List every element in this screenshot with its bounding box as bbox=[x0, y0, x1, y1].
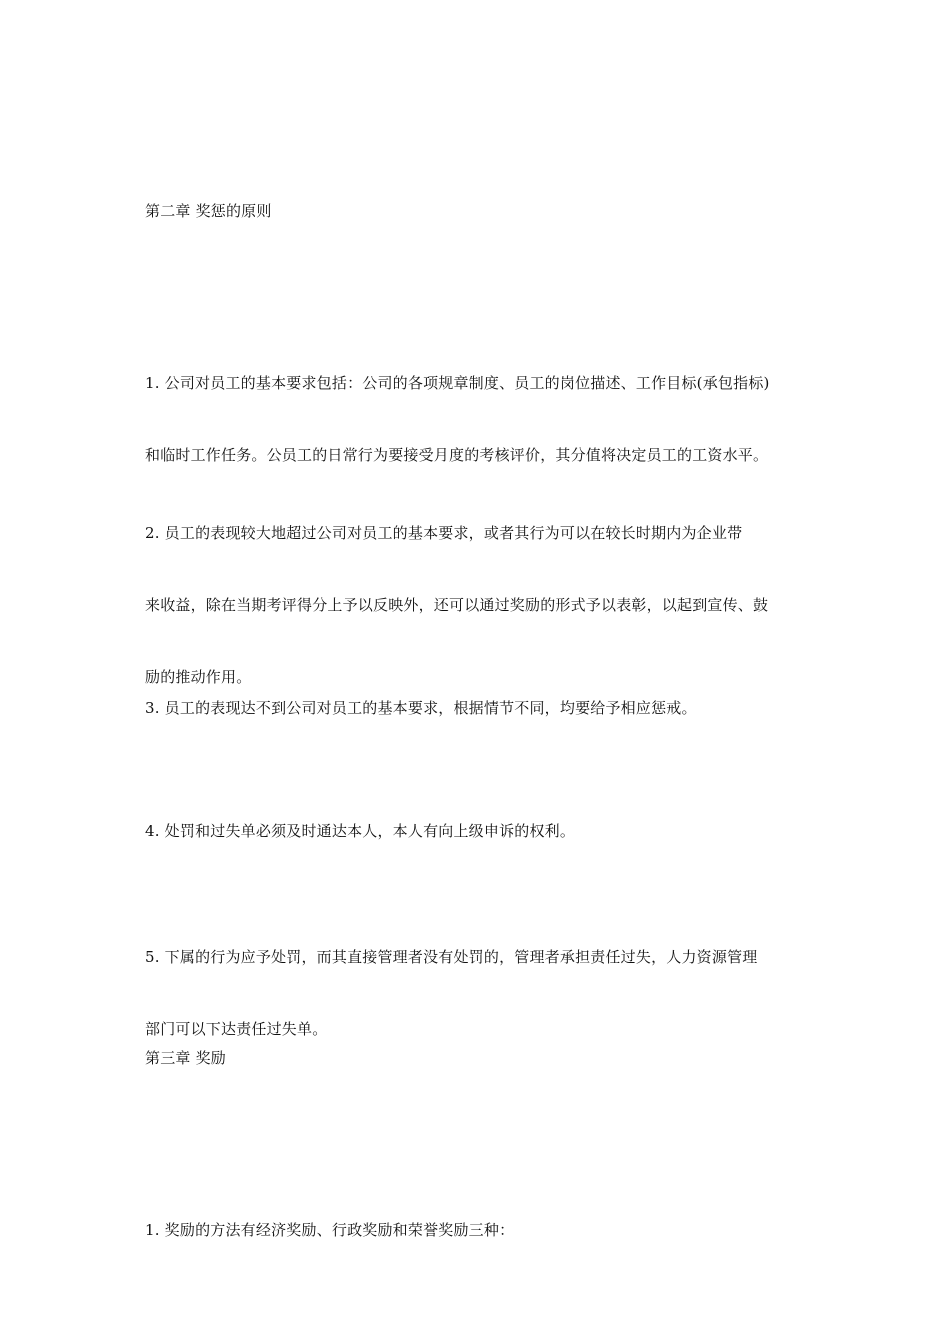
paragraph-line: 部门可以下达责任过失单。 bbox=[145, 1020, 328, 1038]
paragraph-line: 励的推动作用。 bbox=[145, 668, 252, 686]
chapter-3-heading: 第三章 奖励 bbox=[145, 1049, 226, 1067]
paragraph-line: 来收益，除在当期考评得分上予以反映外，还可以通过奖励的形式予以表彰，以起到宣传、鼓 bbox=[145, 596, 769, 614]
paragraph-line: 和临时工作任务。公员工的日常行为要接受月度的考核评价，其分值将决定员工的工资水平。 bbox=[145, 446, 769, 464]
chapter-2-item-3 bbox=[145, 648, 825, 768]
paragraph-line: 3. 员工的表现达不到公司对员工的基本要求，根据情节不同，均要给予相应惩戒。 bbox=[145, 699, 697, 717]
paragraph-line: 2. 员工的表现较大地超过公司对员工的基本要求，或者其行为可以在较长时期内为企业带 bbox=[145, 524, 743, 542]
paragraph-line: 5. 下属的行为应予处罚，而其直接管理者没有处罚的，管理者承担责任过失，人力资源管理 bbox=[145, 948, 758, 966]
chapter-2-heading: 第二章 奖惩的原则 bbox=[145, 202, 272, 220]
paragraph-line: 4. 处罚和过失单必须及时通达本人，本人有向上级申诉的权利。 bbox=[145, 822, 576, 840]
paragraph-line: 1. 公司对员工的基本要求包括：公司的各项规章制度、员工的岗位描述、工作目标(承包指标) bbox=[145, 374, 770, 392]
chapter-3-item-1 bbox=[145, 1170, 825, 1290]
chapter-2-item-4 bbox=[145, 771, 825, 891]
paragraph-line: 1. 奖励的方法有经济奖励、行政奖励和荣誉奖励三种： bbox=[145, 1221, 515, 1239]
